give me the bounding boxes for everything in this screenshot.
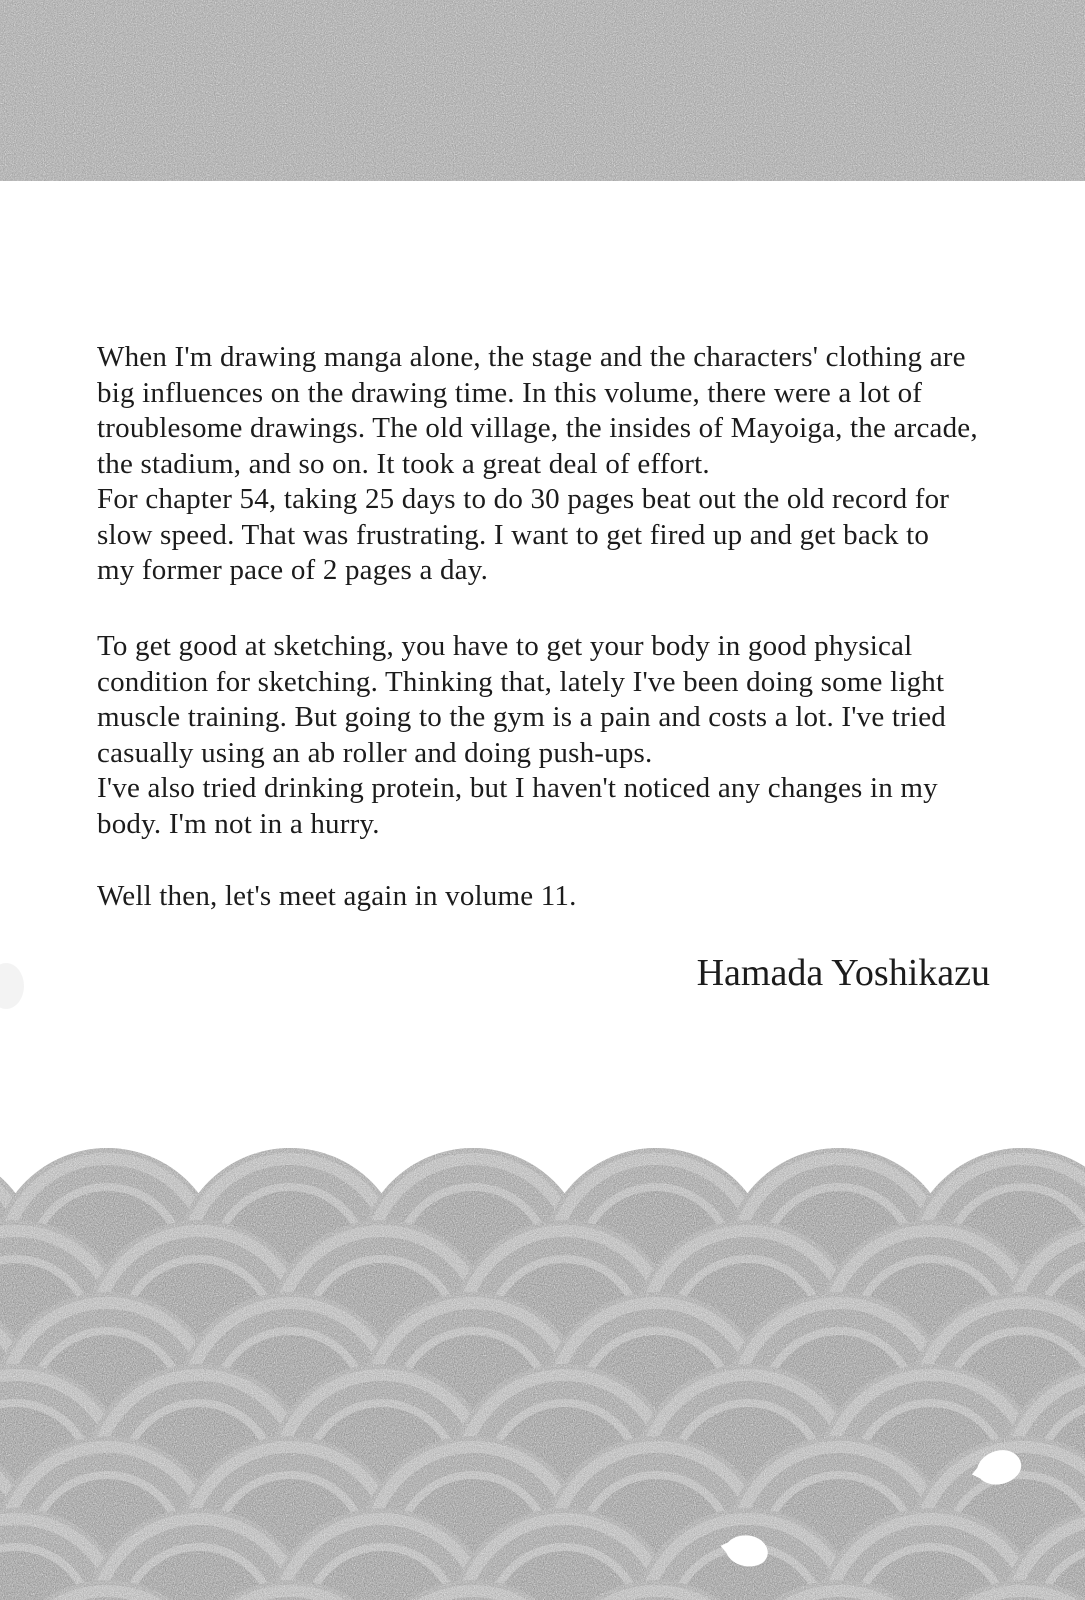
text-line: For chapter 54, taking 25 days to do 30 pages beat out the old record for (97, 483, 950, 515)
text-line: muscle training. But going to the gym is a pain and costs a lot. I've tried (97, 701, 946, 733)
author-signature: Hamada Yoshikazu (696, 952, 990, 994)
top-band-fill (0, 0, 1085, 181)
text-line: casually using an ab roller and doing push-ups. (97, 736, 653, 769)
text-line: my former pace of 2 pages a day. (97, 554, 489, 586)
text-line: slow speed. That was frustrating. I want to get fired up and get back to (97, 518, 930, 551)
closing-line (97, 879, 997, 915)
text-line: the stadium, and so on. It took a great deal of effort. (97, 447, 710, 480)
text-line: body. I'm not in a hurry. (97, 807, 380, 840)
text-line: When I'm drawing manga alone, the stage and the characters' clothing are (97, 341, 966, 373)
wave-pattern-group (0, 1148, 1085, 1600)
text-line: troublesome drawings. The old village, the insides of Mayoiga, the arcade, (97, 412, 978, 444)
page-edge-smudge (0, 963, 24, 1009)
wave-pattern (0, 1130, 1085, 1600)
text-line: Well then, let's meet again in volume 11. (97, 880, 577, 912)
text-line: To get good at sketching, you have to get your body in good physical (97, 630, 913, 662)
top-gray-band (0, 0, 1085, 181)
text-line: big influences on the drawing time. In this volume, there were a lot of (97, 376, 923, 409)
text-line: condition for sketching. Thinking that, lately I've been doing some light (97, 665, 945, 698)
text-line: I've also tried drinking protein, but I haven't noticed any changes in my (97, 772, 938, 804)
afterword-paragraph-2 (97, 629, 997, 842)
afterword-paragraph-1 (97, 340, 997, 589)
